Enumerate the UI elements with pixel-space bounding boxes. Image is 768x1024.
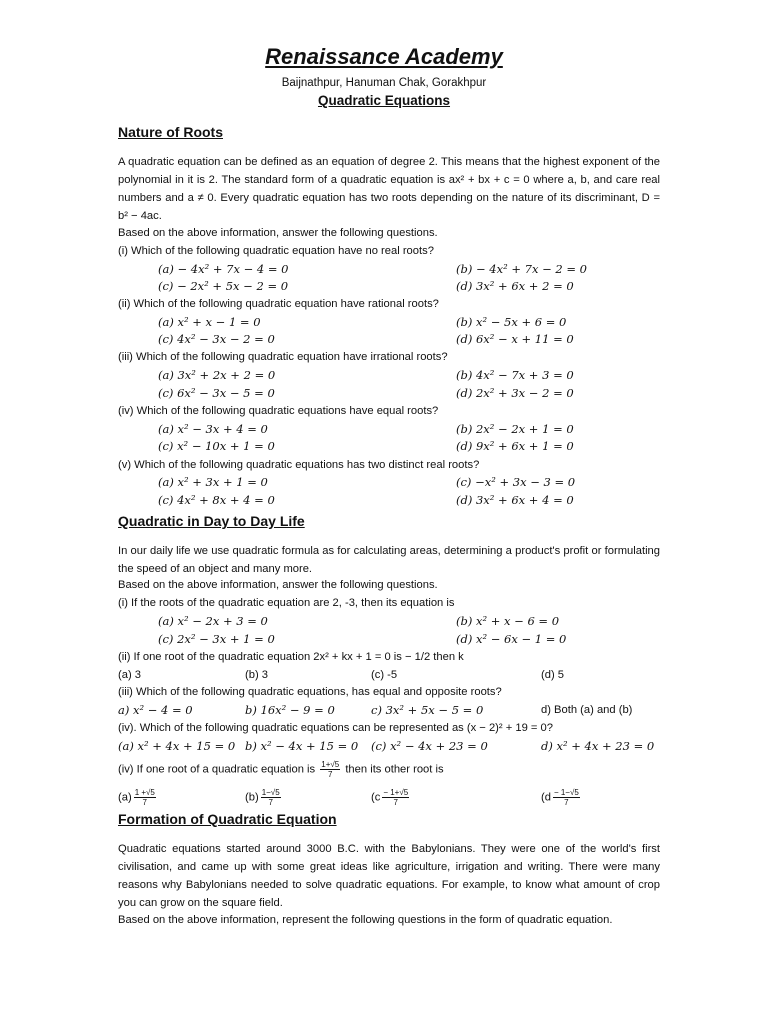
question: (iv). Which of the following quadratic equations can be represented as (x − 2)² + 19 = 0? <box>118 722 554 734</box>
option: b) 16x² − 9 = 0 <box>245 703 335 717</box>
question: (iii) Which of the following quadratic equations, has equal and opposite roots? <box>118 686 502 698</box>
option: (c) 4x² − 3x − 2 = 0 <box>158 332 275 346</box>
option: d) x² + 4x + 23 = 0 <box>541 739 655 753</box>
instruction: Based on the above information, represent the following questions in the form of quadratic equation. <box>118 914 613 926</box>
question-text: then its other root is <box>345 763 444 776</box>
option: (b) x² + x − 6 = 0 <box>456 614 560 628</box>
option: (d) 6x² − x + 11 = 0 <box>456 332 574 346</box>
option: (c) 6x² − 3x − 5 = 0 <box>158 386 275 400</box>
option: (c) -5 <box>371 669 398 681</box>
section-heading-formation: Formation of Quadratic Equation <box>118 811 337 827</box>
section-paragraph: In our daily life we use quadratic formula as for calculating areas, determining a product's profit or formulating the speed of an object and many more. <box>118 545 660 576</box>
option: (c $\frac{- 1+√5}{7}$ <box>371 788 409 807</box>
option: (a) − 4x² + 7x − 4 = 0 <box>158 262 289 276</box>
instruction: Based on the above information, answer the following questions. <box>118 579 438 591</box>
option: (b) 4x² − 7x + 3 = 0 <box>456 368 574 382</box>
option: (b) x² − 5x + 6 = 0 <box>456 315 567 329</box>
option: (d) 9x² + 6x + 1 = 0 <box>456 439 574 453</box>
option: c) 3x² + 5x − 5 = 0 <box>371 703 484 717</box>
option: (a) x² + 3x + 1 = 0 <box>158 475 268 489</box>
option: a) x² − 4 = 0 <box>118 703 193 717</box>
option: (c) 2x² − 3x + 1 = 0 <box>158 632 275 646</box>
question: (i) Which of the following quadratic equation have no real roots? <box>118 245 434 257</box>
option: (b) − 4x² + 7x − 2 = 0 <box>456 262 587 276</box>
question: (v) Which of the following quadratic equations has two distinct real roots? <box>118 459 480 471</box>
option: b) x² − 4x + 15 = 0 <box>245 739 359 753</box>
question: (ii) Which of the following quadratic equation have rational roots? <box>118 298 439 310</box>
option: (a) x² − 3x + 4 = 0 <box>158 422 268 436</box>
option: (d) 2x² + 3x − 2 = 0 <box>456 386 574 400</box>
option: (a) x² − 2x + 3 = 0 <box>158 614 268 628</box>
option: (d $\frac{- 1-√5}{7}$ <box>541 788 579 807</box>
page-title: Renaissance Academy <box>265 44 503 69</box>
subject-title: Quadratic Equations <box>317 93 451 108</box>
option: (b) 3 <box>245 669 269 681</box>
address: Baijnathpur, Hanuman Chak, Gorakhpur <box>281 77 487 89</box>
option: (c) − 2x² + 5x − 2 = 0 <box>158 279 289 293</box>
option: (d) x² − 6x − 1 = 0 <box>456 632 567 646</box>
question <box>118 760 444 779</box>
option: (a) 3x² + 2x + 2 = 0 <box>158 368 276 382</box>
option: (d) 5 <box>541 669 565 681</box>
option: (c) x² − 4x + 23 = 0 <box>371 739 488 753</box>
option: (a) $\frac{1 +√5}{7}$ <box>118 788 155 807</box>
section-heading-day-to-day: Quadratic in Day to Day Life <box>118 513 305 529</box>
fraction: $\frac{1+√5}{7}$ <box>321 760 340 779</box>
option: (c) 4x² + 8x + 4 = 0 <box>158 493 275 507</box>
option: (a) x² + x − 1 = 0 <box>158 315 261 329</box>
section-paragraph: Quadratic equations started around 3000 B.C. with the Babylonians. They were one of the world's first civilisation, and came up with some great ideas like agriculture, irrigation and writing. There were many reasons why Babylonians needed to solve quadratic equations. For example, to know what amount of crop you can grow on the square field. <box>118 843 660 910</box>
option: (b) 2x² − 2x + 1 = 0 <box>456 422 574 436</box>
question: (i) If the roots of the quadratic equation are 2, -3, then its equation is <box>118 597 455 609</box>
question-text: (iv) If one root of a quadratic equation is <box>118 763 316 776</box>
option: (c) x² − 10x + 1 = 0 <box>158 439 275 453</box>
option: (d) 3x² + 6x + 4 = 0 <box>456 493 574 507</box>
option: d) Both (a) and (b) <box>541 704 633 716</box>
question: (iv) Which of the following quadratic equations have equal roots? <box>118 405 439 417</box>
option: (a) x² + 4x + 15 = 0 <box>118 739 236 753</box>
question: (ii) If one root of the quadratic equation 2x² + kx + 1 = 0 is − 1/2 then k <box>118 651 464 663</box>
section-heading-nature-of-roots: Nature of Roots <box>118 124 223 140</box>
option: (d) 3x² + 6x + 2 = 0 <box>456 279 574 293</box>
section-paragraph: A quadratic equation can be defined as an equation of degree 2. This means that the highest exponent of the polynomial in it is 2. The standard form of a quadratic equation is ax² + bx + c = 0 where a, b, and care real numbers and a ≠ 0. Every quadratic equation has two roots depending on the nature of its discriminant, D = b² − 4ac. <box>118 156 660 223</box>
option: (b) $\frac{1-√5}{7}$ <box>245 788 280 807</box>
instruction: Based on the above information, answer the following questions. <box>118 227 438 239</box>
question: (iii) Which of the following quadratic equation have irrational roots? <box>118 351 448 363</box>
option: (c) −x² + 3x − 3 = 0 <box>456 475 576 489</box>
option: (a) 3 <box>118 669 142 681</box>
